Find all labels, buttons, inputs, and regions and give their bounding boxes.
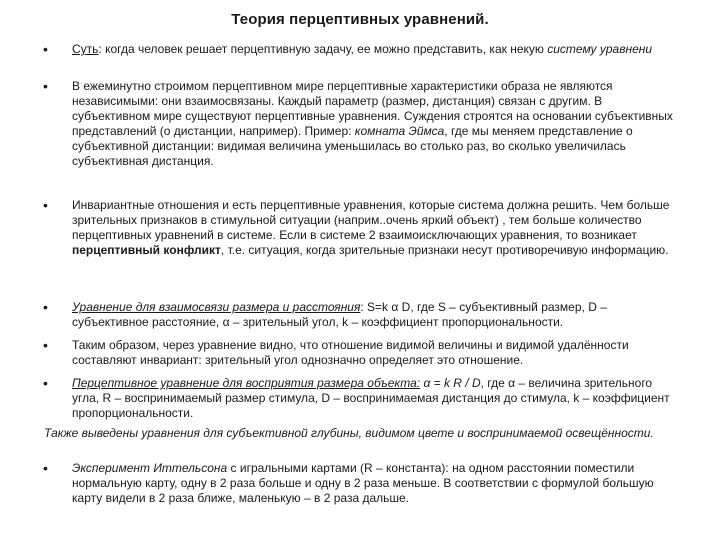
bullet-marker: • — [43, 460, 48, 476]
essence-emphasis: систему уравнени — [547, 42, 653, 56]
essence-label: Суть — [72, 42, 99, 56]
essence-text: : когда человек решает перцептивную задачу, ее можно представить, как некую — [98, 42, 548, 56]
other-equations-text: Также выведены уравнения для субъективной глубины, видимом цвете и воспринимаемой освещённости. — [44, 426, 654, 440]
object-size-equation-text: , где α – величина зрительного угла, R – воспринимаемый размер стимула, D – воспринимаемая дистанция до стимула, k – коэффициент пропорциональности. — [72, 376, 670, 420]
bullet-marker: • — [43, 375, 48, 391]
paragraph-essence — [72, 42, 682, 57]
ittelson-experiment-text: с игральными картами (R – константа): на одном расстоянии поместили нормальную карту, одну в 2 раза больше и одну в 2 раза меньше. В соответствии с формулой большую карту видели в 2 раза ближе, маленькую – в 2 раза дальше. — [72, 461, 654, 505]
paragraph-ittelson-experiment — [72, 461, 682, 506]
size-distance-equation-text: : S=k α D, где S – субъективный размер, D – субъективное расстояние, α – зрительный угол, k – коэффициент пропорциональности. — [72, 300, 607, 329]
ames-room-emphasis: комната Эймса — [354, 124, 445, 138]
perceptive-conflict-term: перцептивный конфликт — [72, 243, 221, 257]
paragraph-invariant-relations — [72, 198, 682, 258]
paragraph-perceptive-world — [72, 79, 682, 169]
paragraph-size-distance-equation — [72, 300, 682, 330]
ittelson-experiment-emphasis: Эксперимент Иттельсона — [72, 461, 228, 475]
perceptive-world-text-end: , где мы меняем представление о субъективной дистанции: видимая величина уменьшилась во столько раз, во сколько увеличилась субъективная дистанция. — [72, 124, 633, 168]
object-size-equation-label: Перцептивное уравнение для восприятия размера объекта: — [72, 376, 421, 390]
bullet-marker: • — [43, 337, 48, 353]
bullet-marker: • — [43, 41, 48, 57]
invariant-text: Инвариантные отношения и есть перцептивные уравнения, которые система должна решить. Чем больше зрительных признаков в стимульной ситуации (наприм..очень яркий объект) , тем больше количество перцептивных уравнений в системе. Если в системе 2 взаимоисключающих уравнения, то возникает — [72, 198, 670, 242]
bullet-marker: • — [43, 197, 48, 213]
invariant-conclusion-text: Таким образом, через уравнение видно, что отношение видимой величины и видимой удалённости составляют инвариант: зрительный угол однозначно определяет это отношение. — [72, 338, 629, 367]
page-title: Теория перцептивных уравнений. — [231, 11, 489, 28]
size-distance-equation-label: Уравнение для взаимосвязи размера и расстояния — [72, 300, 361, 314]
paragraph-object-size-equation — [72, 376, 682, 421]
object-size-formula: α = k R / D — [420, 376, 481, 390]
perceptive-world-text: В ежеминутно строимом перцептивном мире перцептивные характеристики образа не являются независимыми: они взаимосвязаны. Каждый параметр (размер, дистанция) связан с другим. В субъективном мире существуют перцептивные уравнения. Суждения строятся на основании субъективных представлений (о дистанции, например). Пример: — [72, 79, 673, 138]
paragraph-invariant-conclusion — [72, 338, 682, 368]
paragraph-other-equations — [44, 426, 684, 441]
invariant-text-end: , т.е. ситуация, когда зрительные признаки несут противоречивую информацию. — [220, 243, 669, 257]
bullet-marker: • — [43, 299, 48, 315]
bullet-marker: • — [43, 78, 48, 94]
